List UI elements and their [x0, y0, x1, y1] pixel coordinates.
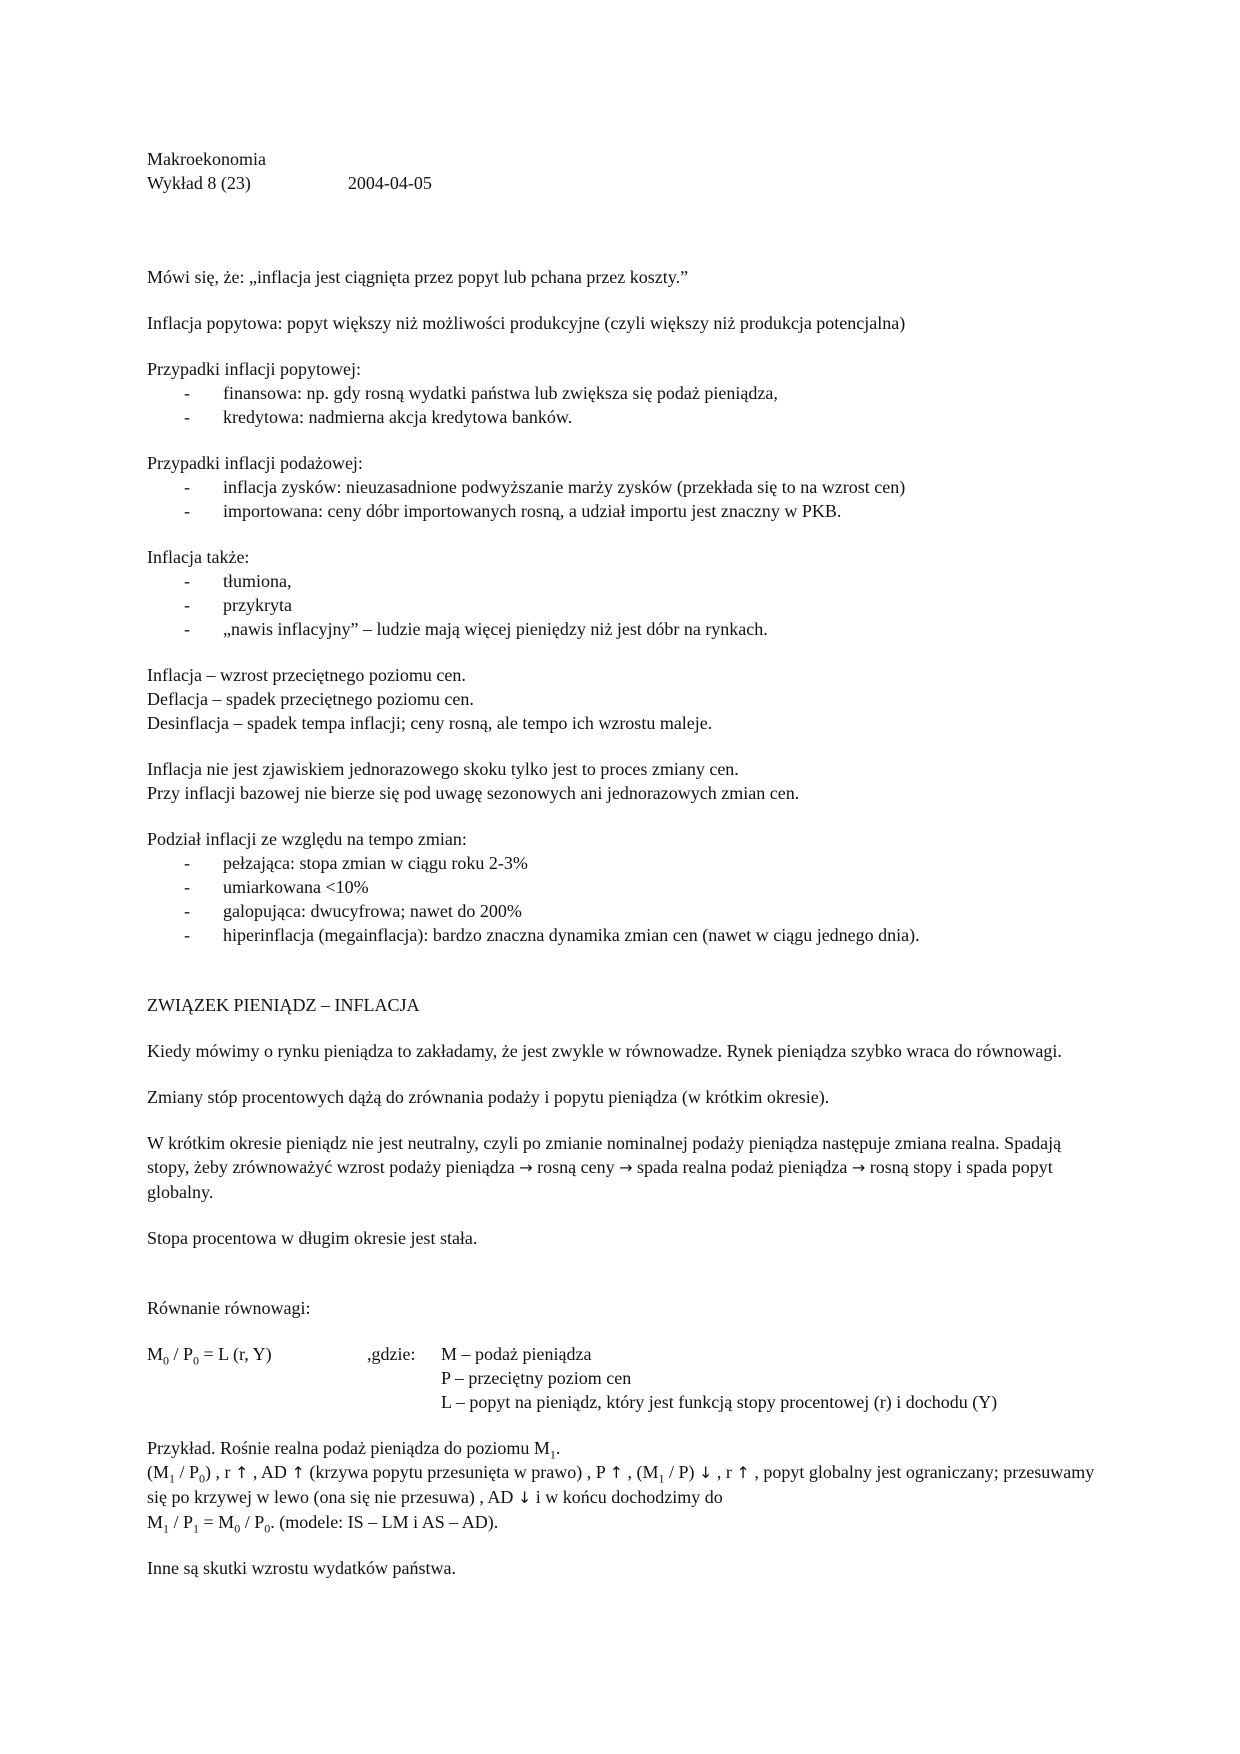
course-name: Makroekonomia	[147, 149, 266, 169]
closing-note: Inne są skutki wzrostu wydatków państwa.	[147, 1558, 456, 1578]
list-item: - pełzająca: stopa zmian w ciągu roku 2-3%	[184, 853, 528, 873]
also-list	[147, 569, 1097, 641]
definition-deflation: Deflacja – spadek przeciętnego poziomu cen.	[147, 689, 474, 709]
tempo-title: Podział inflacji ze względu na tempo zmian:	[147, 829, 467, 849]
list-item: - kredytowa: nadmierna akcja kredytowa banków.	[184, 407, 573, 427]
arrow-right-icon: →	[851, 1158, 866, 1177]
arrow-down-icon: ↓	[517, 1488, 532, 1507]
list-item: - inflacja zysków: nieuzasadnione podwyższanie marży zysków (przekłada się to na wzrost cen)	[184, 477, 906, 497]
arrow-up-icon: ↑	[291, 1463, 305, 1482]
definition-inflation: Inflacja – wzrost przeciętnego poziomu cen.	[147, 665, 466, 685]
short-term-paragraph: W krótkim okresie pieniądz nie jest neutralny, czyli po zmianie nominalnej podaży pieniądza następuje zmiana realna. Spadają stopy, żeby zrównoważyć wzrost podaży pieniądza → rosną ceny → spada realna podaż pieniądza → rosną stopy i spada popyt globalny.	[147, 1133, 1062, 1202]
list-item: - galopująca: dwucyfrowa; nawet do 200%	[184, 901, 522, 921]
document-content	[147, 147, 1097, 1580]
example-intro: Przykład. Rośnie realna podaż pieniądza do poziomu $M_1$.	[147, 1438, 561, 1462]
equation-where: ,gdzie:	[367, 1344, 416, 1364]
definition-l: L – popyt na pieniądz, który jest funkcją stopy procentowej (r) i dochodu (Y)	[441, 1392, 998, 1412]
list-item: - tłumiona,	[184, 571, 292, 591]
equation-formula: $M_0 / P_0 = L$ (r, Y)	[147, 1344, 272, 1368]
equilibrium-equation	[147, 1342, 1097, 1414]
arrow-right-icon: →	[619, 1158, 633, 1177]
money-market-paragraph: Kiedy mówimy o rynku pieniądza to zakładamy, że jest zwykle w równowadze. Rynek pieniądza szybko wraca do równowagi.	[147, 1041, 1062, 1061]
supply-cases-list	[147, 475, 1097, 523]
list-item: - finansowa: np. gdy rosną wydatki państwa lub zwiększa się podaż pieniądza,	[184, 383, 778, 403]
list-item: - „nawis inflacyjny” – ludzie mają więcej pieniędzy niż jest dóbr na rynkach.	[184, 619, 768, 639]
list-item: - przykryta	[184, 595, 292, 615]
lecture-number: Wykład 8 (23)	[147, 173, 251, 193]
arrow-up-icon: ↑	[736, 1463, 750, 1482]
demand-cases-title: Przypadki inflacji popytowej:	[147, 359, 361, 379]
arrow-up-icon: ↑	[609, 1463, 623, 1482]
long-term-paragraph: Stopa procentowa w długim okresie jest stała.	[147, 1228, 478, 1248]
supply-cases-title: Przypadki inflacji podażowej:	[147, 453, 363, 473]
equation-definitions	[441, 1342, 997, 1414]
core-inflation-note: Przy inflacji bazowej nie bierze się pod uwagę sezonowych ani jednorazowych zmian cen.	[147, 783, 800, 803]
intro-quote: Mówi się, że: „inflacja jest ciągnięta przez popyt lub pchana przez koszty.”	[147, 267, 689, 287]
list-item: - importowana: ceny dóbr importowanych rosną, a udział importu jest znaczny w PKB.	[184, 501, 842, 521]
definition-disinflation: Desinflacja – spadek tempa inflacji; ceny rosną, ale tempo ich wzrostu maleje.	[147, 713, 713, 733]
arrow-down-icon: ↓	[699, 1463, 713, 1482]
lecture-header	[147, 171, 1097, 195]
arrow-right-icon: →	[519, 1158, 533, 1177]
list-item: - hiperinflacja (megainflacja): bardzo znaczna dynamika zmian cen (nawet w ciągu jednego dnia).	[184, 925, 920, 945]
also-title: Inflacja także:	[147, 547, 250, 567]
example-conclusion: $M_1 / P_1 = M_0 / P_0$. (modele: IS – LM i AS – AD).	[147, 1512, 499, 1536]
tempo-list	[147, 851, 1097, 947]
lecture-date: 2004-04-05	[347, 173, 432, 193]
interest-rates-paragraph: Zmiany stóp procentowych dążą do zrównania podaży i popytu pieniądza (w krótkim okresie).	[147, 1087, 830, 1107]
equation-title: Równanie równowagi:	[147, 1298, 311, 1318]
demand-cases-list	[147, 381, 1097, 429]
section-title: ZWIĄZEK PIENIĄDZ – INFLACJA	[147, 995, 420, 1015]
demand-inflation-def: Inflacja popytowa: popyt większy niż możliwości produkcyjne (czyli większy niż produkcja potencjalna)	[147, 313, 906, 333]
list-item: - umiarkowana <10%	[184, 877, 369, 897]
arrow-up-icon: ↑	[235, 1463, 249, 1482]
example-chain: $(M_1 / P_0)$ , r ↑ , AD ↑ (krzywa popytu przesunięta w prawo) , P ↑ , $(M_1 / P)$ ↓ , r ↑ , popyt globalny jest ograniczany; przesuwamy się po krzywej w lewo (ona się nie przesuwa) , AD ↓ i w końcu dochodzimy do	[147, 1462, 1095, 1507]
definition-m: M – podaż pieniądza	[441, 1344, 592, 1364]
definition-p: P – przeciętny poziom cen	[441, 1368, 632, 1388]
process-note: Inflacja nie jest zjawiskiem jednorazowego skoku tylko jest to proces zmiany cen.	[147, 759, 739, 779]
